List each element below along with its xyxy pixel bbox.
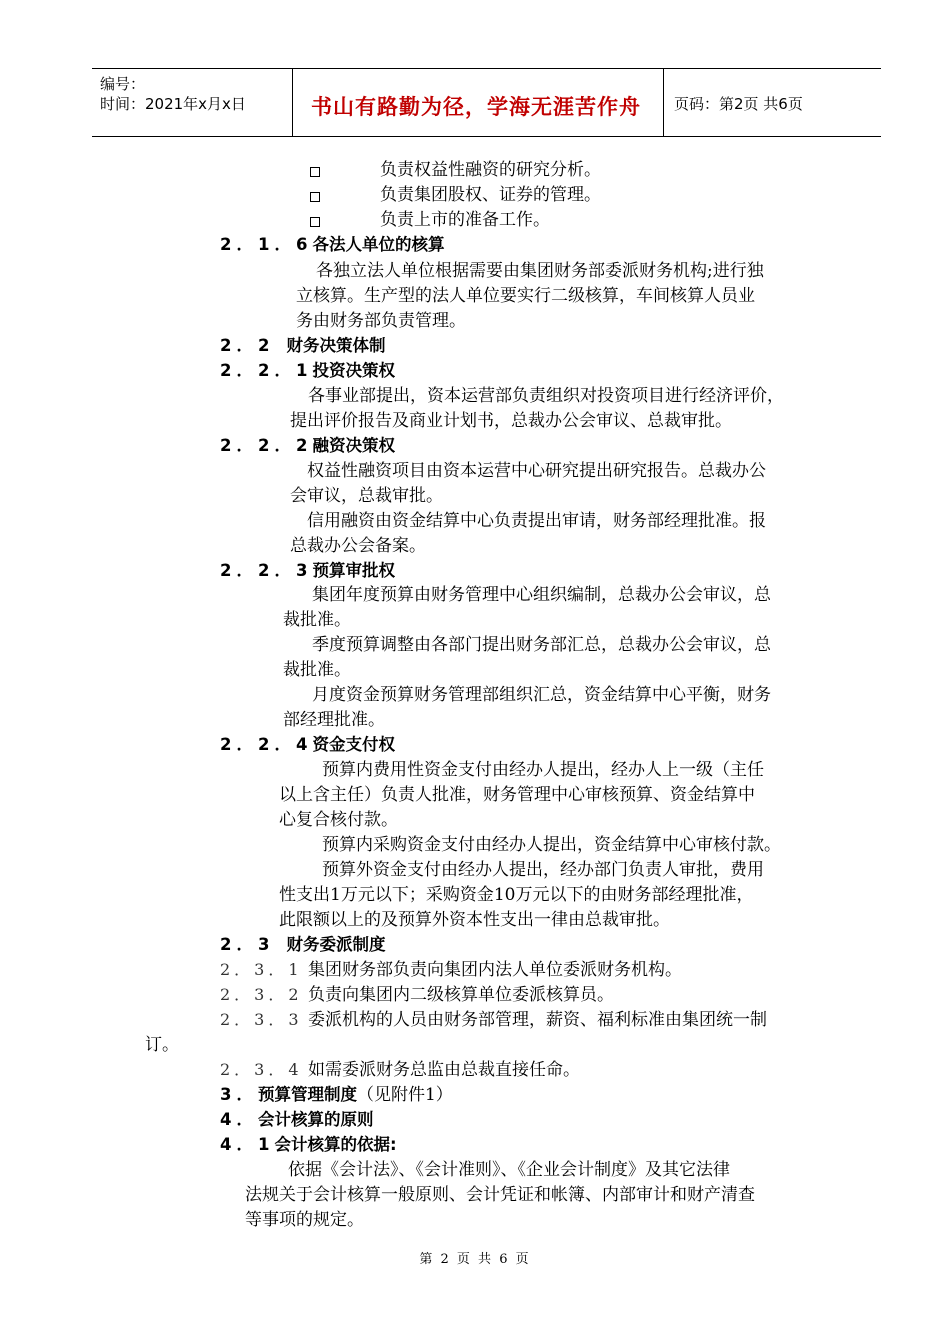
- paragraph-line: 预算内采购资金支付由经办人提出，资金结算中心审核付款。: [322, 835, 781, 855]
- section-number: 3．: [220, 1085, 258, 1104]
- section-title: 投资决策权: [312, 361, 395, 380]
- page-footer: 第 2 页 共 6 页: [419, 1252, 531, 1267]
- paragraph-line: 信用融资由资金结算中心负责提出审请，财务部经理批准。报: [307, 511, 766, 531]
- list-item-continuation: 订。: [145, 1035, 179, 1055]
- paragraph-line: 各事业部提出，资本运营部负责组织对投资项目进行经济评价，: [308, 386, 784, 406]
- paragraph-line: 此限额以上的及预算外资本性支出一律由总裁审批。: [279, 910, 670, 930]
- bullet-square-icon: [310, 217, 320, 227]
- section-heading: [220, 336, 385, 356]
- bullet-item: 负责上市的准备工作。: [380, 210, 550, 230]
- section-title: 预算管理制度: [257, 1085, 357, 1104]
- time-label: 时间：2021年x月x日: [100, 95, 246, 113]
- list-item: [220, 960, 682, 980]
- section-number: 2．2．1: [220, 361, 313, 380]
- section-heading: [220, 235, 444, 255]
- header-motto-cell: [293, 69, 664, 136]
- paragraph-line: 预算外资金支付由经办人提出，经办部门负责人审批，费用: [322, 860, 764, 880]
- list-item: [220, 1010, 767, 1030]
- paragraph-line: 部经理批准。: [283, 710, 385, 730]
- section-title: 融资决策权: [312, 436, 395, 455]
- paragraph-line: 提出评价报告及商业计划书，总裁办公会审议、总裁审批。: [290, 411, 732, 431]
- page-number-label: 页码：第2页 共6页: [674, 95, 803, 113]
- list-item: [220, 1060, 580, 1080]
- section-number: 2．2．2: [220, 436, 313, 455]
- motto: 书山有路勤为径，学海无涯苦作舟: [311, 95, 641, 119]
- section-number: 2．3: [220, 935, 275, 954]
- item-number: 2．3．2: [220, 985, 303, 1004]
- section-number: 2．2．3: [220, 561, 313, 580]
- section-heading: [220, 1135, 397, 1155]
- section-heading: [220, 935, 385, 955]
- item-number: 2．3．1: [220, 960, 303, 979]
- paragraph-line: 以上含主任）负责人批准，财务管理中心审核预算、资金结算中: [279, 785, 755, 805]
- header-meta-cell: [92, 69, 293, 136]
- item-text: 如需委派财务总监由总裁直接任命。: [307, 1060, 580, 1080]
- paragraph-line: 等事项的规定。: [245, 1210, 364, 1230]
- header-page-cell: [664, 69, 881, 136]
- page-header: [92, 68, 881, 137]
- section-title: 财务决策体制: [286, 336, 386, 355]
- paragraph-line: 务由财务部负责管理。: [296, 311, 466, 331]
- section-heading: [220, 735, 395, 755]
- paragraph-line: 集团年度预算由财务管理中心组织编制，总裁办公会审议，总: [312, 585, 771, 605]
- paragraph-line: 依据《会计法》、《会计准则》、《企业会计制度》及其它法律: [288, 1160, 730, 1180]
- section-number: 4．1: [220, 1135, 275, 1154]
- section-heading: [220, 361, 395, 381]
- bullet-item: 负责权益性融资的研究分析。: [380, 160, 601, 180]
- paragraph-line: 立核算。生产型的法人单位要实行二级核算，车间核算人员业: [296, 286, 755, 306]
- paragraph-line: 预算内费用性资金支付由经办人提出，经办人上一级（主任: [322, 760, 764, 780]
- item-text: 委派机构的人员由财务部管理，薪资、福利标准由集团统一制: [307, 1010, 767, 1030]
- section-heading: [220, 561, 395, 581]
- section-heading: [220, 1085, 453, 1105]
- section-number: 2．1．6: [220, 235, 313, 254]
- section-title: 会计核算的依据:: [274, 1135, 397, 1154]
- paragraph-line: 季度预算调整由各部门提出财务部汇总，总裁办公会审议，总: [312, 635, 771, 655]
- section-title: 财务委派制度: [286, 935, 386, 954]
- paragraph-line: 心复合核付款。: [279, 810, 398, 830]
- section-title: 各法人单位的核算: [312, 235, 445, 254]
- section-note: （见附件1）: [356, 1085, 453, 1105]
- item-text: 集团财务部负责向集团内法人单位委派财务机构。: [307, 960, 682, 980]
- paragraph-line: 裁批准。: [283, 610, 351, 630]
- section-title: 会计核算的原则: [257, 1110, 374, 1129]
- section-number: 2．2．4: [220, 735, 313, 754]
- section-number: 2．2: [220, 336, 275, 355]
- paragraph-line: 月度资金预算财务管理部组织汇总，资金结算中心平衡，财务: [312, 685, 771, 705]
- paragraph-line: 性支出1万元以下；采购资金10万元以下的由财务部经理批准，: [279, 885, 754, 905]
- paragraph-line: 权益性融资项目由资本运营中心研究提出研究报告。总裁办公: [307, 461, 766, 481]
- paragraph-line: 总裁办公会备案。: [290, 536, 426, 556]
- paragraph-line: 裁批准。: [283, 660, 351, 680]
- section-title: 资金支付权: [312, 735, 395, 754]
- list-item: [220, 985, 614, 1005]
- bullet-square-icon: [310, 192, 320, 202]
- section-number: 4．: [220, 1110, 258, 1129]
- item-number: 2．3．3: [220, 1010, 303, 1029]
- item-text: 负责向集团内二级核算单位委派核算员。: [307, 985, 614, 1005]
- paragraph-line: 各独立法人单位根据需要由集团财务部委派财务机构;进行独: [316, 261, 764, 281]
- section-title: 预算审批权: [312, 561, 395, 580]
- section-heading: [220, 1110, 373, 1130]
- code-label: 编号：: [100, 75, 146, 93]
- paragraph-line: 会审议，总裁审批。: [290, 486, 443, 506]
- bullet-item: 负责集团股权、证券的管理。: [380, 185, 601, 205]
- bullet-square-icon: [310, 167, 320, 177]
- item-number: 2．3．4: [220, 1060, 303, 1079]
- paragraph-line: 法规关于会计核算一般原则、会计凭证和帐簿、内部审计和财产清查: [245, 1185, 755, 1205]
- section-heading: [220, 436, 395, 456]
